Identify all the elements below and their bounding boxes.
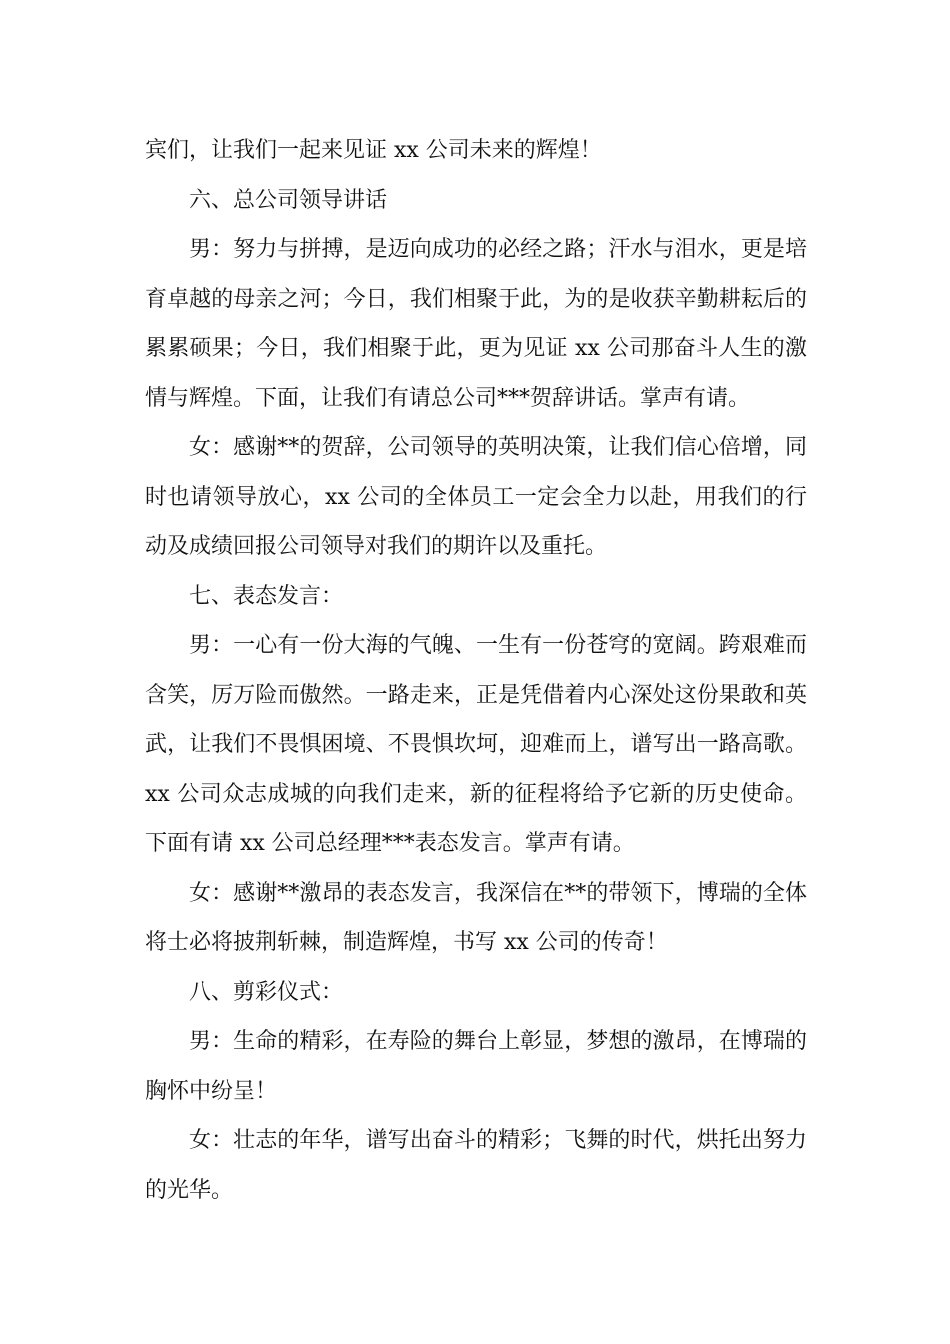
document-body: [145, 126, 807, 1215]
section-heading-7: 七、表态发言：: [189, 583, 344, 609]
section-heading-8: 八、剪彩仪式：: [189, 979, 344, 1005]
paragraph-male-host-2: 男：一心有一份大海的气魄、一生有一份苍穹的宽阔。跨艰难而含笑，厉万险而傲然。一路走来，正是凭借着内心深处这份果敢和英武，让我们不畏惧困境、不畏惧坎坷，迎难而上，谱写出一路高歌。xx 公司众志成城的向我们走来，新的征程将给予它新的历史使命。下面有请 xx 公司总经理***表态发言。掌声有请。: [145, 633, 807, 856]
paragraph-female-host-1: 女：感谢**的贺辞，公司领导的英明决策，让我们信心倍增，同时也请领导放心，xx 公司的全体员工一定会全力以赴，用我们的行动及成绩回报公司领导对我们的期许以及重托。: [145, 435, 807, 559]
paragraph-female-host-3: 女：壮志的年华，谱写出奋斗的精彩；飞舞的时代，烘托出努力的光华。: [145, 1128, 807, 1203]
paragraph-male-host-3: 男：生命的精彩，在寿险的舞台上彰显，梦想的激昂，在博瑞的胸怀中纷呈！: [145, 1029, 807, 1104]
paragraph-female-host-2: 女：感谢**激昂的表态发言，我深信在**的带领下，博瑞的全体将士必将披荆斩棘，制造辉煌，书写 xx 公司的传奇！: [145, 880, 807, 955]
paragraph-male-host-1: 男：努力与拼搏，是迈向成功的必经之路；汗水与泪水，更是培育卓越的母亲之河；今日，我们相聚于此，为的是收获辛勤耕耘后的累累硕果；今日，我们相聚于此，更为见证 xx 公司那奋斗人生的激情与辉煌。下面，让我们有请总公司***贺辞讲话。掌声有请。: [145, 237, 807, 411]
section-heading-6: 六、总公司领导讲话: [189, 187, 388, 213]
paragraph-continuation: 宾们，让我们一起来见证 xx 公司未来的辉煌！: [145, 138, 602, 163]
